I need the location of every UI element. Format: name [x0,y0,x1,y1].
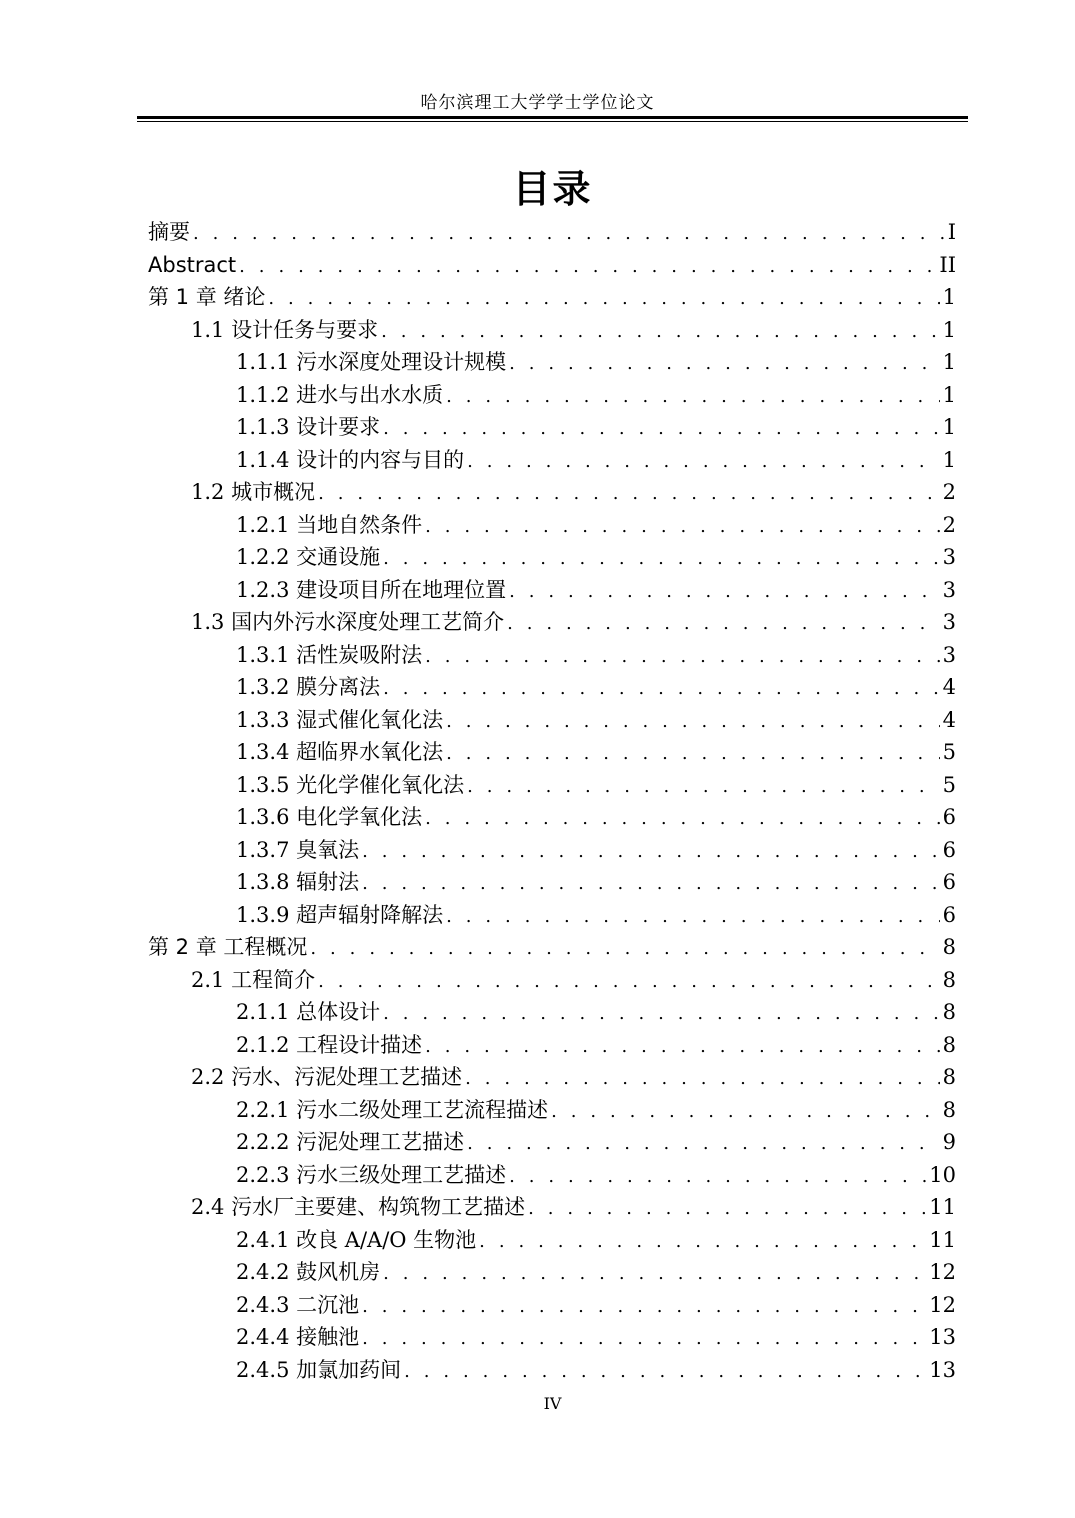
toc-entry-title: 1.1.4 设计的内容与目的 [236,447,465,472]
toc-entry[interactable] [148,476,956,509]
toc-entry-title: 2.2.3 污水三级处理工艺描述 [236,1162,507,1187]
toc-dot-leader [193,218,945,251]
toc-dot-leader [383,998,940,1031]
toc-entry-title: 1.3.8 辐射法 [236,870,360,894]
toc-entry[interactable] [148,606,956,639]
toc-dot-leader [467,771,940,804]
toc-entry-title: 1.2.3 建设项目所在地理位置 [236,577,507,602]
toc-entry-page: 1 [942,317,956,342]
header-rule-thick [137,116,968,119]
toc-entry[interactable] [148,964,956,997]
toc-dot-leader [446,738,940,771]
toc-dot-leader [381,316,940,349]
toc-entry-title: Abstract [148,252,237,277]
toc-entry[interactable] [148,1061,956,1094]
toc-entry-title: 2.2 污水、污泥处理工艺描述 [191,1065,463,1089]
toc-dot-leader [362,1291,926,1324]
toc-dot-leader [446,901,940,934]
toc-entry-page: 13 [929,1325,956,1349]
toc-entry-title: 2.4 污水厂主要建、构筑物工艺描述 [191,1195,526,1219]
toc-entry[interactable] [148,509,956,542]
toc-entry-page: 5 [942,740,956,764]
toc-entry-page: 3 [942,545,956,569]
toc-entry-title: 2.1.1 总体设计 [236,1000,381,1024]
toc-dot-leader [467,1128,940,1161]
toc-entry-title: 2.4.5 加氯加药间 [236,1357,402,1382]
toc-dot-leader [362,1323,926,1356]
toc-entry[interactable] [148,1159,956,1192]
toc-entry-page: 12 [929,1260,956,1284]
toc-entry[interactable] [148,801,956,834]
toc-dot-leader [425,511,940,544]
toc-entry-title: 1.1 设计任务与要求 [191,317,379,342]
toc-entry[interactable] [148,249,956,282]
toc-entry-page: 3 [942,610,956,634]
toc-entry[interactable] [148,736,956,769]
toc-entry[interactable] [148,346,956,379]
toc-entry[interactable] [148,834,956,867]
toc-entry-title: 2.2.2 污泥处理工艺描述 [236,1130,465,1154]
toc-entry-title: 2.1.2 工程设计描述 [236,1032,423,1057]
toc-dot-leader [383,543,940,576]
toc-entry-title: 1.3.1 活性炭吸附法 [236,642,423,667]
toc-dot-leader [467,446,940,479]
page-title: 目录 [512,167,593,211]
toc-dot-leader [404,1356,926,1389]
toc-entry-title: 1.2 城市概况 [191,480,316,504]
toc-entry-page: 4 [942,675,956,699]
toc-entry[interactable] [148,314,956,347]
toc-entry[interactable] [148,411,956,444]
toc-entry[interactable] [148,866,956,899]
toc-dot-leader [239,251,936,284]
toc-entry-page: 8 [942,1032,956,1057]
toc-dot-leader [425,803,940,836]
toc-entry-title: 1.1.1 污水深度处理设计规模 [236,350,507,374]
toc-entry-page: 12 [929,1292,956,1317]
toc-entry-page: 1 [942,350,956,374]
toc-dot-leader [362,836,940,869]
toc-entry-page: 2 [942,512,956,537]
toc-entry-page: 1 [942,285,956,309]
toc-entry[interactable] [148,639,956,672]
toc-entry[interactable] [148,1321,956,1354]
toc-dot-leader [509,576,940,609]
page-number: IV [543,1394,562,1413]
toc-dot-leader [383,673,940,706]
toc-dot-leader [465,1063,940,1096]
toc-entry-page: 1 [942,382,956,407]
toc-dot-leader [446,706,940,739]
toc-dot-leader [268,283,939,316]
toc-entry[interactable] [148,541,956,574]
toc-dot-leader [509,348,940,381]
toc-entry-title: 2.4.1 改良 A/A/O 生物池 [236,1227,477,1252]
toc-entry-page: 1 [942,447,956,472]
toc-entry-page: 6 [942,837,956,862]
toc-entry[interactable] [148,1354,956,1387]
toc-entry[interactable] [148,216,956,249]
toc-entry-page: 3 [942,577,956,602]
toc-dot-leader [425,641,940,674]
toc-entry-page: 6 [942,870,956,894]
toc-entry-title: 1.1.3 设计要求 [236,415,381,439]
toc-dot-leader [479,1226,926,1259]
toc-dot-leader [551,1096,940,1129]
toc-entry-page: 10 [929,1162,956,1187]
toc-entry[interactable] [148,1289,956,1322]
toc-entry-page: II [939,252,956,277]
toc-entry-page: 8 [942,935,956,959]
toc-entry-title: 1.2.1 当地自然条件 [236,512,423,537]
table-of-contents [148,216,956,1386]
toc-entry-title: 2.4.3 二沉池 [236,1292,360,1317]
toc-entry[interactable] [148,379,956,412]
toc-entry[interactable] [148,281,956,314]
toc-entry[interactable] [148,1191,956,1224]
toc-entry-title: 2.4.2 鼓风机房 [236,1260,381,1284]
toc-entry-title: 第 1 章 绪论 [148,285,266,309]
toc-entry-page: 11 [929,1195,956,1219]
toc-entry-title: 1.3.2 膜分离法 [236,675,381,699]
toc-entry-page: 13 [929,1357,956,1382]
toc-entry-title: 摘要 [148,220,190,244]
toc-entry[interactable] [148,769,956,802]
toc-dot-leader [362,868,940,901]
toc-entry-title: 1.3.4 超临界水氧化法 [236,740,444,764]
toc-entry[interactable] [148,1029,956,1062]
toc-dot-leader [425,1031,940,1064]
toc-entry-page: 1 [942,415,956,439]
toc-entry[interactable] [148,574,956,607]
toc-entry-title: 1.3.5 光化学催化氧化法 [236,772,465,797]
toc-dot-leader [383,413,940,446]
header-rule-thin [137,121,968,122]
toc-entry-title: 1.3.3 湿式催化氧化法 [236,707,444,732]
toc-entry-title: 1.3.9 超声辐射降解法 [236,902,444,927]
toc-entry[interactable] [148,1256,956,1289]
toc-entry-page: 8 [942,1097,956,1122]
toc-entry-title: 1.3.6 电化学氧化法 [236,805,423,829]
toc-entry[interactable] [148,931,956,964]
toc-dot-leader [507,608,940,641]
toc-entry-page: 6 [942,902,956,927]
toc-entry-page: 3 [942,642,956,667]
toc-entry-title: 2.2.1 污水二级处理工艺流程描述 [236,1097,549,1122]
toc-entry-page: 9 [942,1130,956,1154]
toc-entry-page: I [947,220,956,244]
toc-dot-leader [528,1193,926,1226]
toc-dot-leader [310,933,939,966]
toc-entry-page: 11 [929,1227,956,1252]
toc-entry-page: 8 [942,1000,956,1024]
toc-entry[interactable] [148,1224,956,1257]
toc-entry-page: 2 [942,480,956,504]
toc-entry-title: 1.1.2 进水与出水水质 [236,382,444,407]
toc-dot-leader [318,966,940,999]
running-header: 哈尔滨理工大学学士学位论文 [420,93,655,113]
toc-entry-page: 6 [942,805,956,829]
toc-entry-title: 2.4.4 接触池 [236,1325,360,1349]
toc-entry-title: 1.3.7 臭氧法 [236,837,360,862]
toc-entry-page: 5 [942,772,956,797]
toc-dot-leader [383,1258,926,1291]
toc-entry[interactable] [148,1126,956,1159]
toc-entry-title: 第 2 章 工程概况 [148,935,308,959]
toc-entry-title: 2.1 工程简介 [191,967,316,992]
toc-dot-leader [446,381,940,414]
toc-entry-page: 8 [942,967,956,992]
toc-entry[interactable] [148,899,956,932]
toc-entry-page: 8 [942,1065,956,1089]
toc-entry-title: 1.2.2 交通设施 [236,545,381,569]
toc-entry-page: 4 [942,707,956,732]
toc-entry-title: 1.3 国内外污水深度处理工艺简介 [191,610,505,634]
toc-entry[interactable] [148,444,956,477]
toc-entry[interactable] [148,704,956,737]
toc-entry[interactable] [148,996,956,1029]
toc-entry[interactable] [148,1094,956,1127]
toc-entry[interactable] [148,671,956,704]
toc-dot-leader [318,478,940,511]
toc-dot-leader [509,1161,926,1194]
